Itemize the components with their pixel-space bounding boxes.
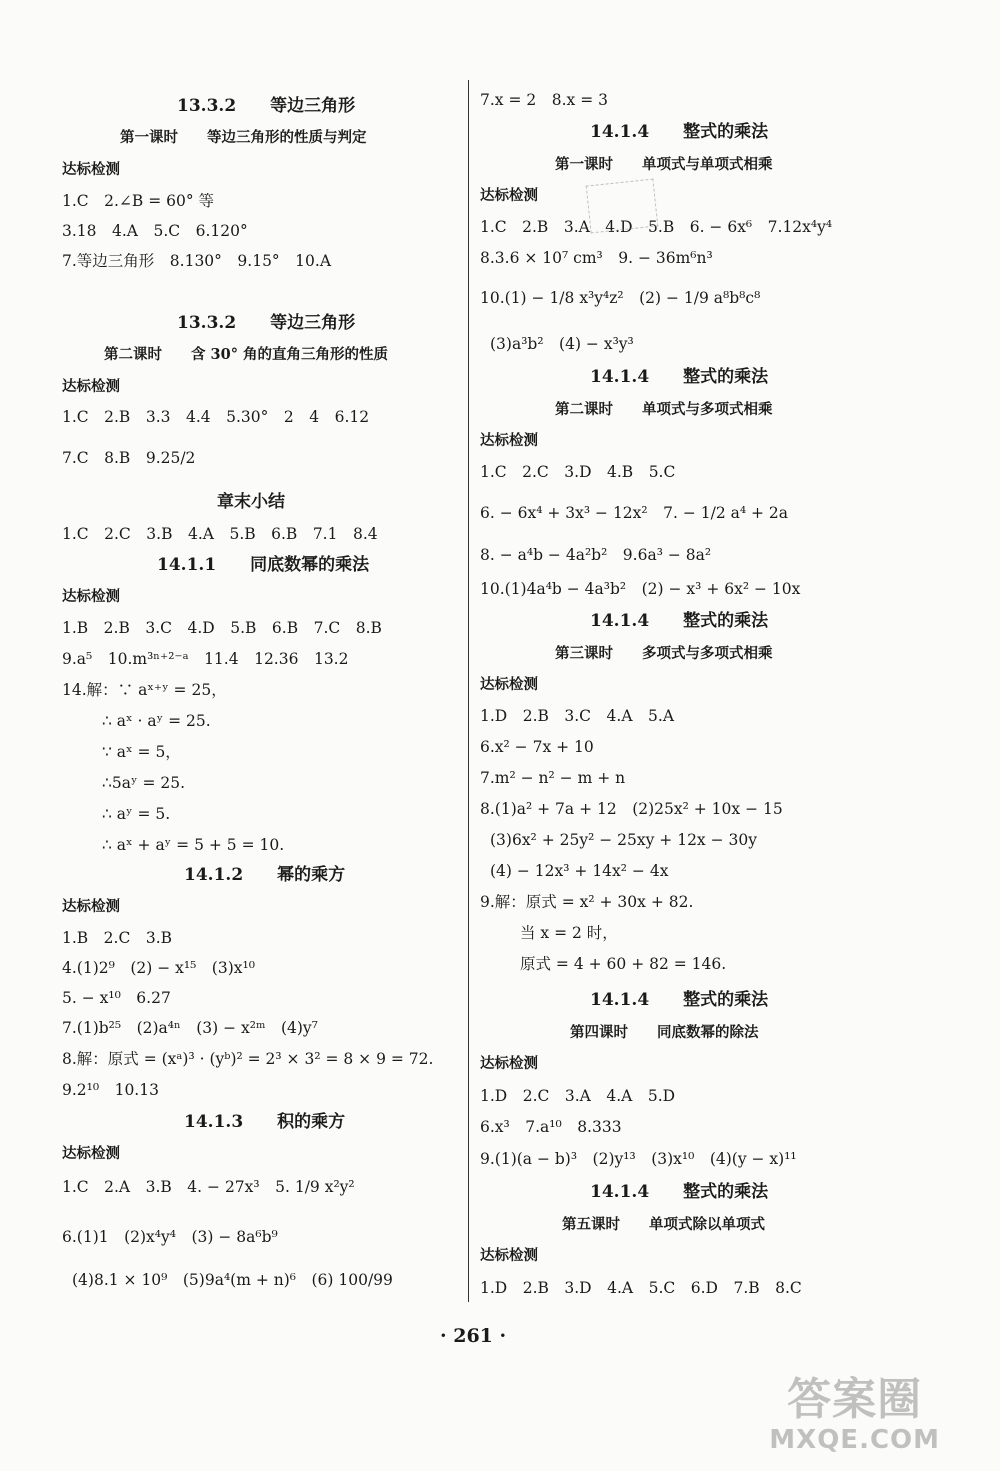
answer-line: 10.(1) − 1/8 x³y⁴z² (2) − 1/9 a⁸b⁸c⁸ xyxy=(480,289,761,307)
answer-line: ∴ aʸ = 5. xyxy=(102,805,171,823)
answer-line: 原式 = 4 + 60 + 82 = 146. xyxy=(520,955,727,973)
stamp-mark xyxy=(586,179,659,234)
answer-line: 1.B 2.B 3.C 4.D 5.B 6.B 7.C 8.B xyxy=(62,619,382,637)
answer-line: 8.解：原式 = (xᵃ)³ · (yᵇ)² = 2³ × 3² = 8 × 9 = 72. xyxy=(62,1050,434,1068)
section-label: 达标检测 xyxy=(480,432,538,449)
answer-line: 9.(1)(a − b)³ (2)y¹³ (3)x¹⁰ (4)(y − x)¹¹ xyxy=(480,1150,797,1168)
answer-line: (4) − 12x³ + 14x² − 4x xyxy=(490,862,669,880)
section-heading: 13.3.2 等边三角形 xyxy=(177,313,356,333)
answer-line: 7.x = 2 8.x = 3 xyxy=(480,91,608,109)
section-heading: 14.1.4 整式的乘法 xyxy=(590,990,769,1010)
answer-line: 1.B 2.C 3.B xyxy=(62,929,173,947)
watermark-bottom: MXQE.COM xyxy=(769,1425,940,1455)
answer-line: 6. − 6x⁴ + 3x³ − 12x² 7. − 1/2 a⁴ + 2a xyxy=(480,504,789,522)
section-heading: 章末小结 xyxy=(217,492,285,512)
section-heading: 14.1.4 整式的乘法 xyxy=(590,1182,769,1202)
answer-line: 1.D 2.B 3.C 4.A 5.A xyxy=(480,707,675,725)
answer-line: 1.C 2.C 3.D 4.B 5.C xyxy=(480,463,676,481)
section-heading: 14.1.4 整式的乘法 xyxy=(590,611,769,631)
section-label: 达标检测 xyxy=(480,187,538,204)
answer-line: (3)6x² + 25y² − 25xy + 12x − 30y xyxy=(490,831,757,849)
watermark-logo xyxy=(769,1375,940,1455)
section-label: 达标检测 xyxy=(62,898,120,915)
section-label: 达标检测 xyxy=(480,1247,538,1264)
answer-line: ∵ aˣ = 5， xyxy=(102,743,181,761)
answer-line: 7.C 8.B 9.25/2 xyxy=(62,449,196,467)
column-divider xyxy=(468,80,469,1302)
lesson-subheading: 第五课时 单项式除以单项式 xyxy=(562,1216,765,1233)
answer-line: 9.解：原式 = x² + 30x + 82. xyxy=(480,893,694,911)
answer-line: 6.(1)1 (2)x⁴y⁴ (3) − 8a⁶b⁹ xyxy=(62,1228,278,1246)
answer-line: 7.m² − n² − m + n xyxy=(480,769,626,787)
answer-line: 10.(1)4a⁴b − 4a³b² (2) − x³ + 6x² − 10x xyxy=(480,580,801,598)
section-label: 达标检测 xyxy=(480,676,538,693)
answer-line: (4)8.1 × 10⁹ (5)9a⁴(m + n)⁶ (6) 100/99 xyxy=(72,1271,393,1289)
answer-line: 1.D 2.B 3.D 4.A 5.C 6.D 7.B 8.C xyxy=(480,1279,802,1297)
section-heading: 13.3.2 等边三角形 xyxy=(177,96,356,116)
section-heading: 14.1.4 整式的乘法 xyxy=(590,122,769,142)
lesson-subheading: 第三课时 多项式与多项式相乘 xyxy=(555,645,773,662)
answer-line: 1.D 2.C 3.A 4.A 5.D xyxy=(480,1087,676,1105)
answer-line: 8.(1)a² + 7a + 12 (2)25x² + 10x − 15 xyxy=(480,800,783,818)
lesson-subheading: 第一课时 单项式与单项式相乘 xyxy=(555,156,773,173)
section-heading: 14.1.3 积的乘方 xyxy=(184,1112,346,1132)
answer-line: 6.x³ 7.a¹⁰ 8.333 xyxy=(480,1118,622,1136)
answer-line: 当 x = 2 时， xyxy=(520,924,618,942)
section-heading: 14.1.2 幂的乘方 xyxy=(184,865,346,885)
answer-line: 3.18 4.A 5.C 6.120° xyxy=(62,222,248,240)
lesson-subheading: 第二课时 单项式与多项式相乘 xyxy=(555,401,773,418)
watermark-top: 答案圈 xyxy=(787,1374,923,1425)
answer-line: 1.C 2.A 3.B 4. − 27x³ 5. 1/9 x²y² xyxy=(62,1178,355,1196)
section-label: 达标检测 xyxy=(480,1055,538,1072)
answer-line: 8.3.6 × 10⁷ cm³ 9. − 36m⁶n³ xyxy=(480,249,713,267)
answer-line: 1.C 2.C 3.B 4.A 5.B 6.B 7.1 8.4 xyxy=(62,525,378,543)
answer-line: 1.C 2.B 3.A 4.D 5.B 6. − 6x⁶ 7.12x⁴y⁴ xyxy=(480,218,833,236)
section-label: 达标检测 xyxy=(62,588,120,605)
answer-line: 6.x² − 7x + 10 xyxy=(480,738,594,756)
page-number: · 261 · xyxy=(440,1325,507,1347)
answer-line: 5. − x¹⁰ 6.27 xyxy=(62,989,171,1007)
lesson-subheading: 第四课时 同底数幂的除法 xyxy=(570,1024,759,1041)
lesson-subheading: 第二课时 含 30° 角的直角三角形的性质 xyxy=(104,346,389,363)
answer-line: 8. − a⁴b − 4a²b² 9.6a³ − 8a² xyxy=(480,546,712,564)
answer-line: 14.解：∵ aˣ⁺ʸ = 25， xyxy=(62,681,227,699)
answer-line: 7.等边三角形 8.130° 9.15° 10.A xyxy=(62,252,332,270)
section-label: 达标检测 xyxy=(62,378,120,395)
answer-line: ∴ aˣ + aʸ = 5 + 5 = 10. xyxy=(102,836,285,854)
answer-line: 1.C 2.∠B = 60° 等 xyxy=(62,192,215,210)
section-heading: 14.1.1 同底数幂的乘法 xyxy=(157,555,370,575)
answer-line: ∴ aˣ · aʸ = 25. xyxy=(102,712,211,730)
answer-line: 9.a⁵ 10.m³ⁿ⁺²⁻ᵃ 11.4 12.36 13.2 xyxy=(62,650,349,668)
section-label: 达标检测 xyxy=(62,1145,120,1162)
answer-line: 1.C 2.B 3.3 4.4 5.30° 2 4 6.12 xyxy=(62,408,370,426)
section-heading: 14.1.4 整式的乘法 xyxy=(590,367,769,387)
answer-line: 4.(1)2⁹ (2) − x¹⁵ (3)x¹⁰ xyxy=(62,959,255,977)
answer-line: ∴5aʸ = 25. xyxy=(102,774,186,792)
section-label: 达标检测 xyxy=(62,161,120,178)
answer-line: 7.(1)b²⁵ (2)a⁴ⁿ (3) − x²ᵐ (4)y⁷ xyxy=(62,1019,318,1037)
answer-line: (3)a³b² (4) − x³y³ xyxy=(490,335,634,353)
lesson-subheading: 第一课时 等边三角形的性质与判定 xyxy=(120,129,367,146)
answer-line: 9.2¹⁰ 10.13 xyxy=(62,1081,159,1099)
